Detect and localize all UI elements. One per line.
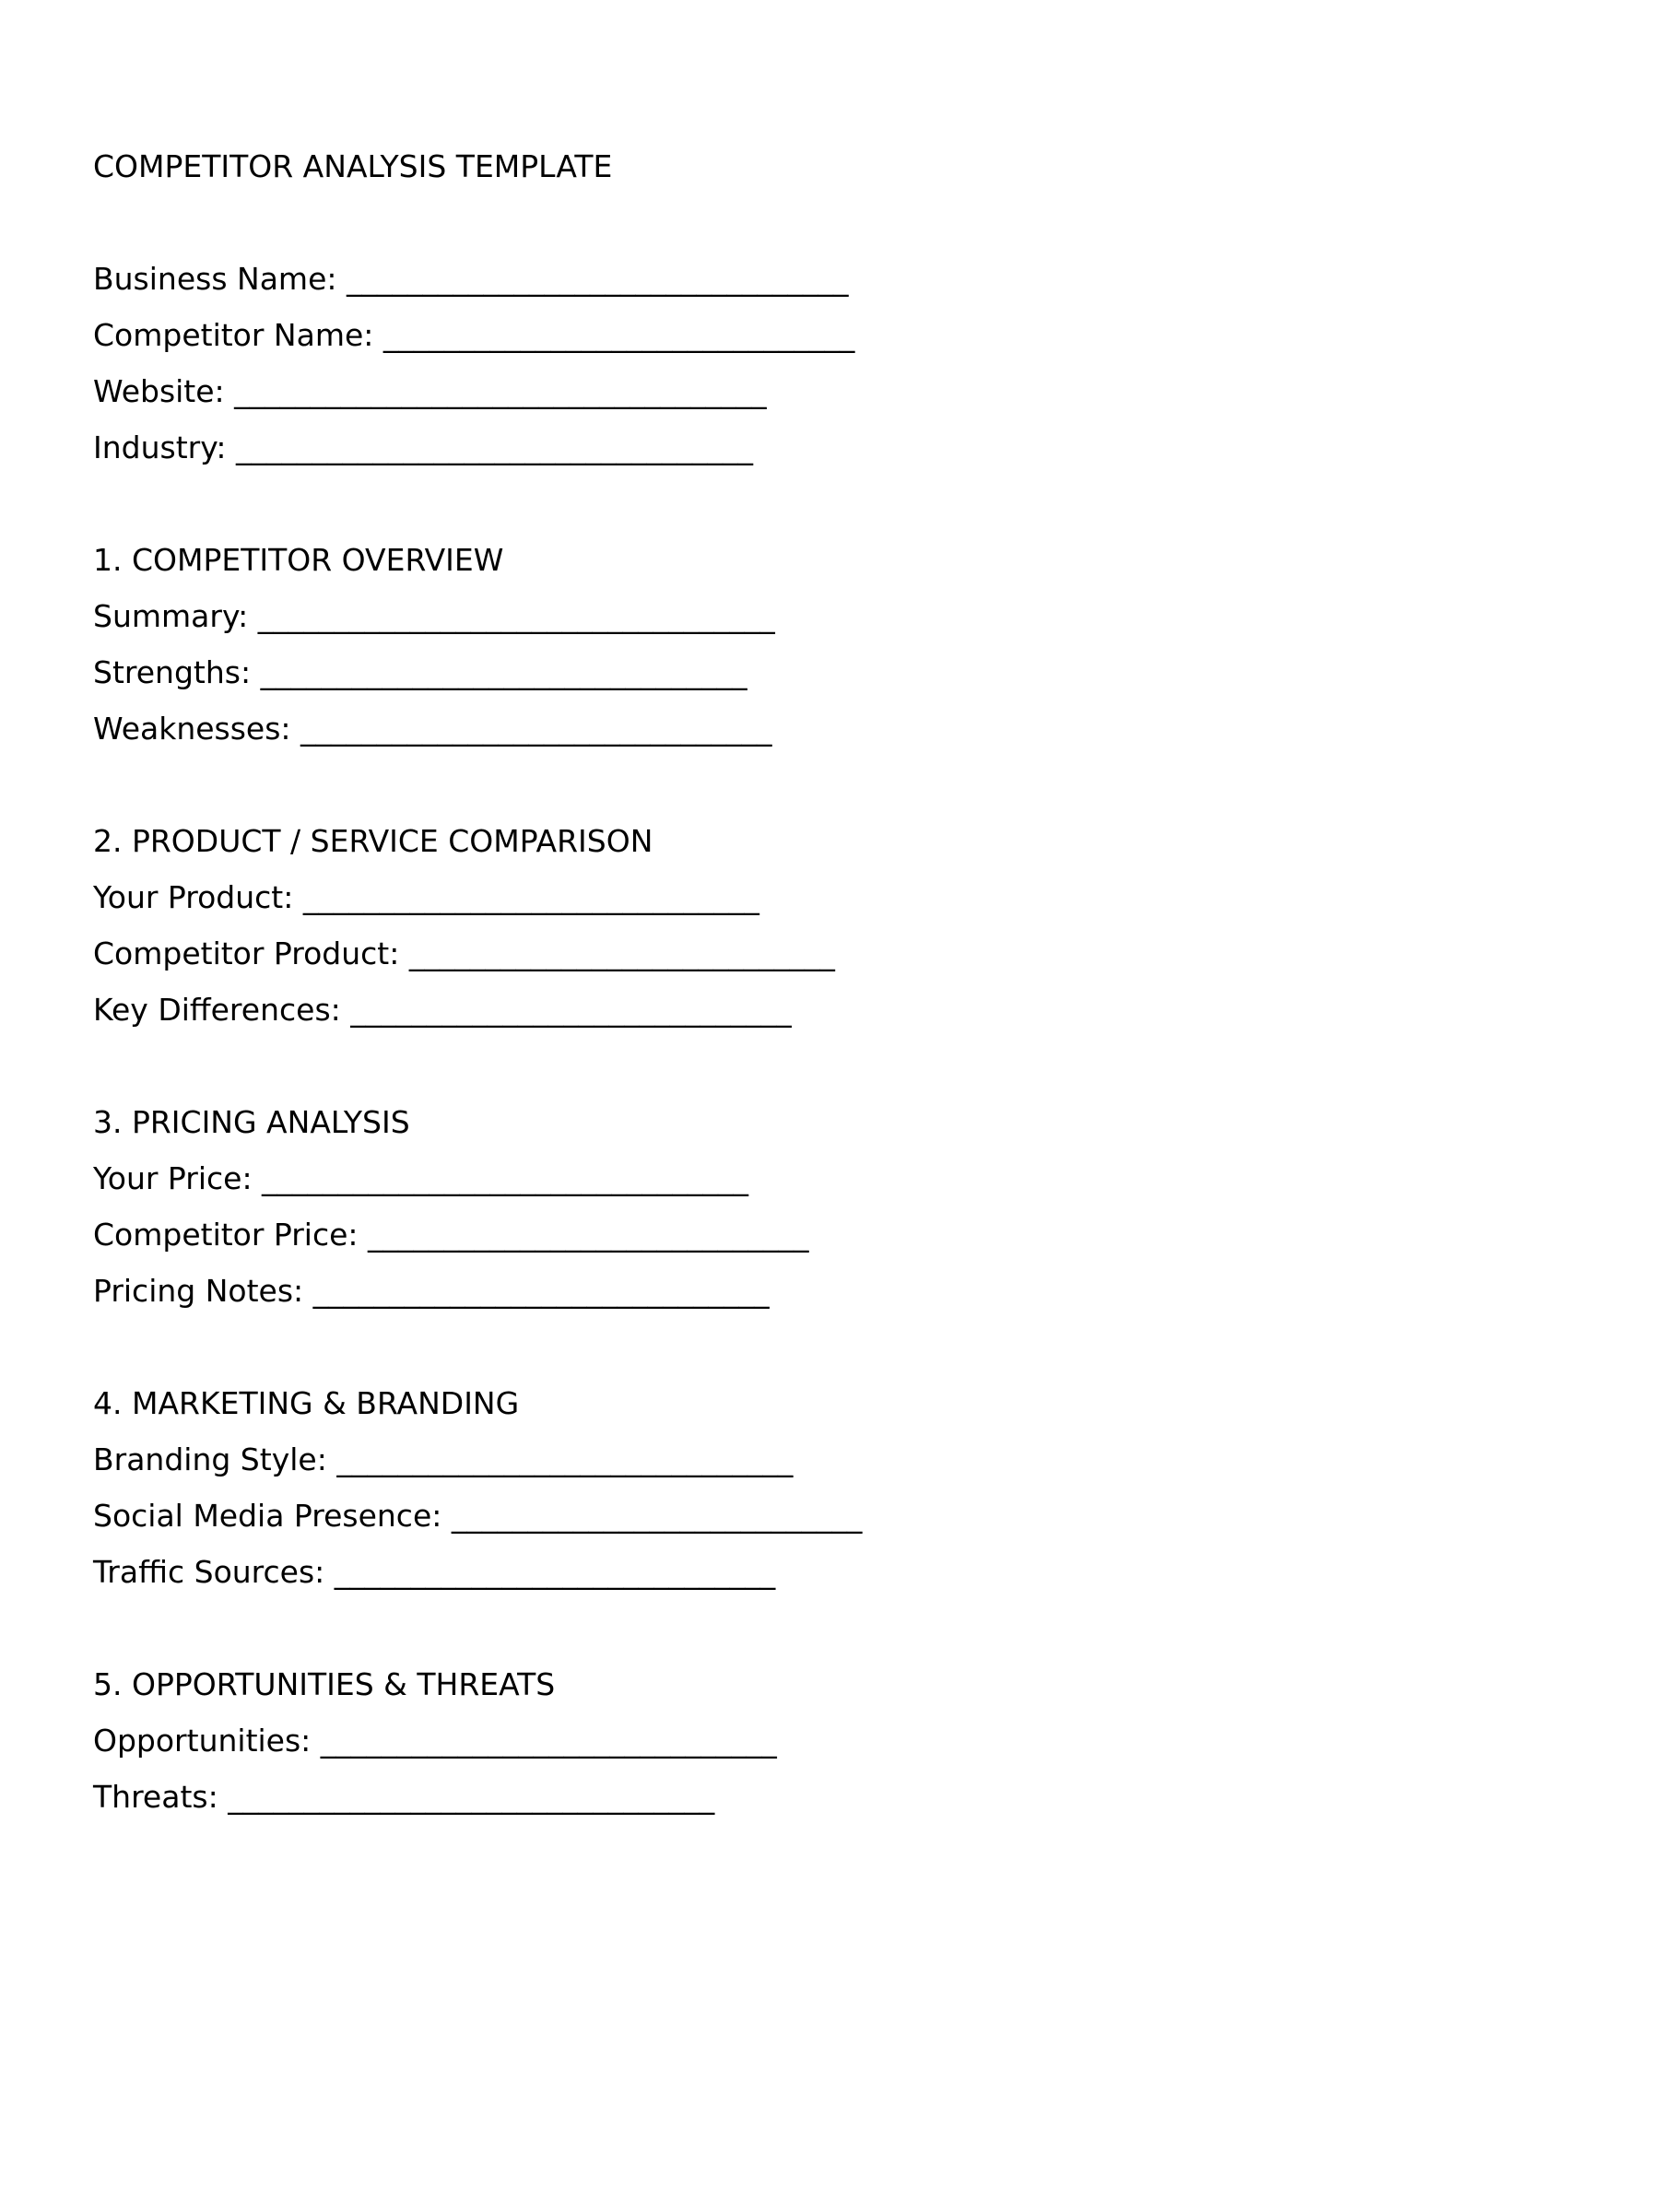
field-label-competitor-price: Competitor Price: <box>93 1217 369 1253</box>
page-title: COMPETITOR ANALYSIS TEMPLATE <box>93 148 613 184</box>
field-row-strengths <box>93 644 1568 700</box>
field-label-pricing-notes: Pricing Notes: <box>93 1273 313 1309</box>
field-blank-industry[interactable]: __________________________________ <box>235 429 753 465</box>
field-row-weaknesses <box>93 700 1568 757</box>
field-label-social-media-presence: Social Media Presence: <box>93 1498 452 1534</box>
field-row-branding-style <box>93 1431 1568 1488</box>
field-blank-opportunities[interactable]: ______________________________ <box>320 1723 777 1759</box>
field-label-key-differences: Key Differences: <box>93 992 351 1028</box>
field-blank-strengths[interactable]: ________________________________ <box>260 654 747 690</box>
field-blank-your-product[interactable]: ______________________________ <box>302 879 759 915</box>
field-row-traffic-sources <box>93 1544 1568 1600</box>
spacer-line <box>93 1600 1568 1656</box>
spacer-line <box>93 1319 1568 1375</box>
field-row-competitor-product <box>93 925 1568 982</box>
field-blank-key-differences[interactable]: _____________________________ <box>350 992 792 1028</box>
field-blank-threats[interactable]: ________________________________ <box>228 1779 715 1815</box>
field-blank-social-media-presence[interactable]: ___________________________ <box>451 1498 863 1534</box>
field-label-weaknesses: Weaknesses: <box>93 711 301 747</box>
field-blank-competitor-price[interactable]: _____________________________ <box>368 1217 809 1253</box>
section-heading-opportunities-threats: 5. OPPORTUNITIES & THREATS <box>93 1666 556 1702</box>
field-row-key-differences <box>93 982 1568 1038</box>
field-blank-business-name[interactable]: _________________________________ <box>346 261 849 297</box>
section-heading-marketing-branding: 4. MARKETING & BRANDING <box>93 1385 520 1421</box>
field-blank-summary[interactable]: __________________________________ <box>257 598 775 634</box>
field-row-opportunities <box>93 1712 1568 1769</box>
field-blank-website[interactable]: ___________________________________ <box>234 373 767 409</box>
document-body <box>93 138 1568 1825</box>
field-blank-traffic-sources[interactable]: _____________________________ <box>334 1554 776 1590</box>
field-label-your-price: Your Price: <box>93 1160 263 1196</box>
spacer-line <box>93 1038 1568 1094</box>
field-row-competitor-name <box>93 307 1568 363</box>
field-row-threats <box>93 1769 1568 1825</box>
field-blank-branding-style[interactable]: ______________________________ <box>336 1441 794 1477</box>
field-blank-competitor-product[interactable]: ____________________________ <box>408 935 835 971</box>
field-label-opportunities: Opportunities: <box>93 1723 321 1759</box>
field-row-industry <box>93 419 1568 476</box>
field-blank-weaknesses[interactable]: _______________________________ <box>300 711 772 747</box>
field-label-traffic-sources: Traffic Sources: <box>93 1554 335 1590</box>
spacer-line <box>93 194 1568 251</box>
field-label-competitor-product: Competitor Product: <box>93 935 409 971</box>
field-row-pricing-notes <box>93 1263 1568 1319</box>
section-heading-product-service-comparison: 2. PRODUCT / SERVICE COMPARISON <box>93 823 653 859</box>
field-row-your-product <box>93 869 1568 925</box>
section-heading-competitor-overview: 1. COMPETITOR OVERVIEW <box>93 542 504 578</box>
field-label-summary: Summary: <box>93 598 258 634</box>
spacer-line <box>93 757 1568 813</box>
field-label-industry: Industry: <box>93 429 236 465</box>
field-label-threats: Threats: <box>93 1779 229 1815</box>
section-heading-pricing-analysis: 3. PRICING ANALYSIS <box>93 1104 410 1140</box>
field-label-branding-style: Branding Style: <box>93 1441 337 1477</box>
field-row-business-name <box>93 251 1568 307</box>
field-blank-competitor-name[interactable]: _______________________________ <box>382 317 855 353</box>
field-label-business-name: Business Name: <box>93 261 347 297</box>
spacer-line <box>93 476 1568 532</box>
field-row-your-price <box>93 1150 1568 1206</box>
field-label-website: Website: <box>93 373 235 409</box>
field-row-competitor-price <box>93 1206 1568 1263</box>
field-row-summary <box>93 588 1568 644</box>
field-row-social-media-presence <box>93 1488 1568 1544</box>
field-label-strengths: Strengths: <box>93 654 261 690</box>
field-blank-your-price[interactable]: ________________________________ <box>262 1160 749 1196</box>
field-blank-pricing-notes[interactable]: ______________________________ <box>312 1273 770 1309</box>
field-label-your-product: Your Product: <box>93 879 303 915</box>
field-label-competitor-name: Competitor Name: <box>93 317 383 353</box>
field-row-website <box>93 363 1568 419</box>
